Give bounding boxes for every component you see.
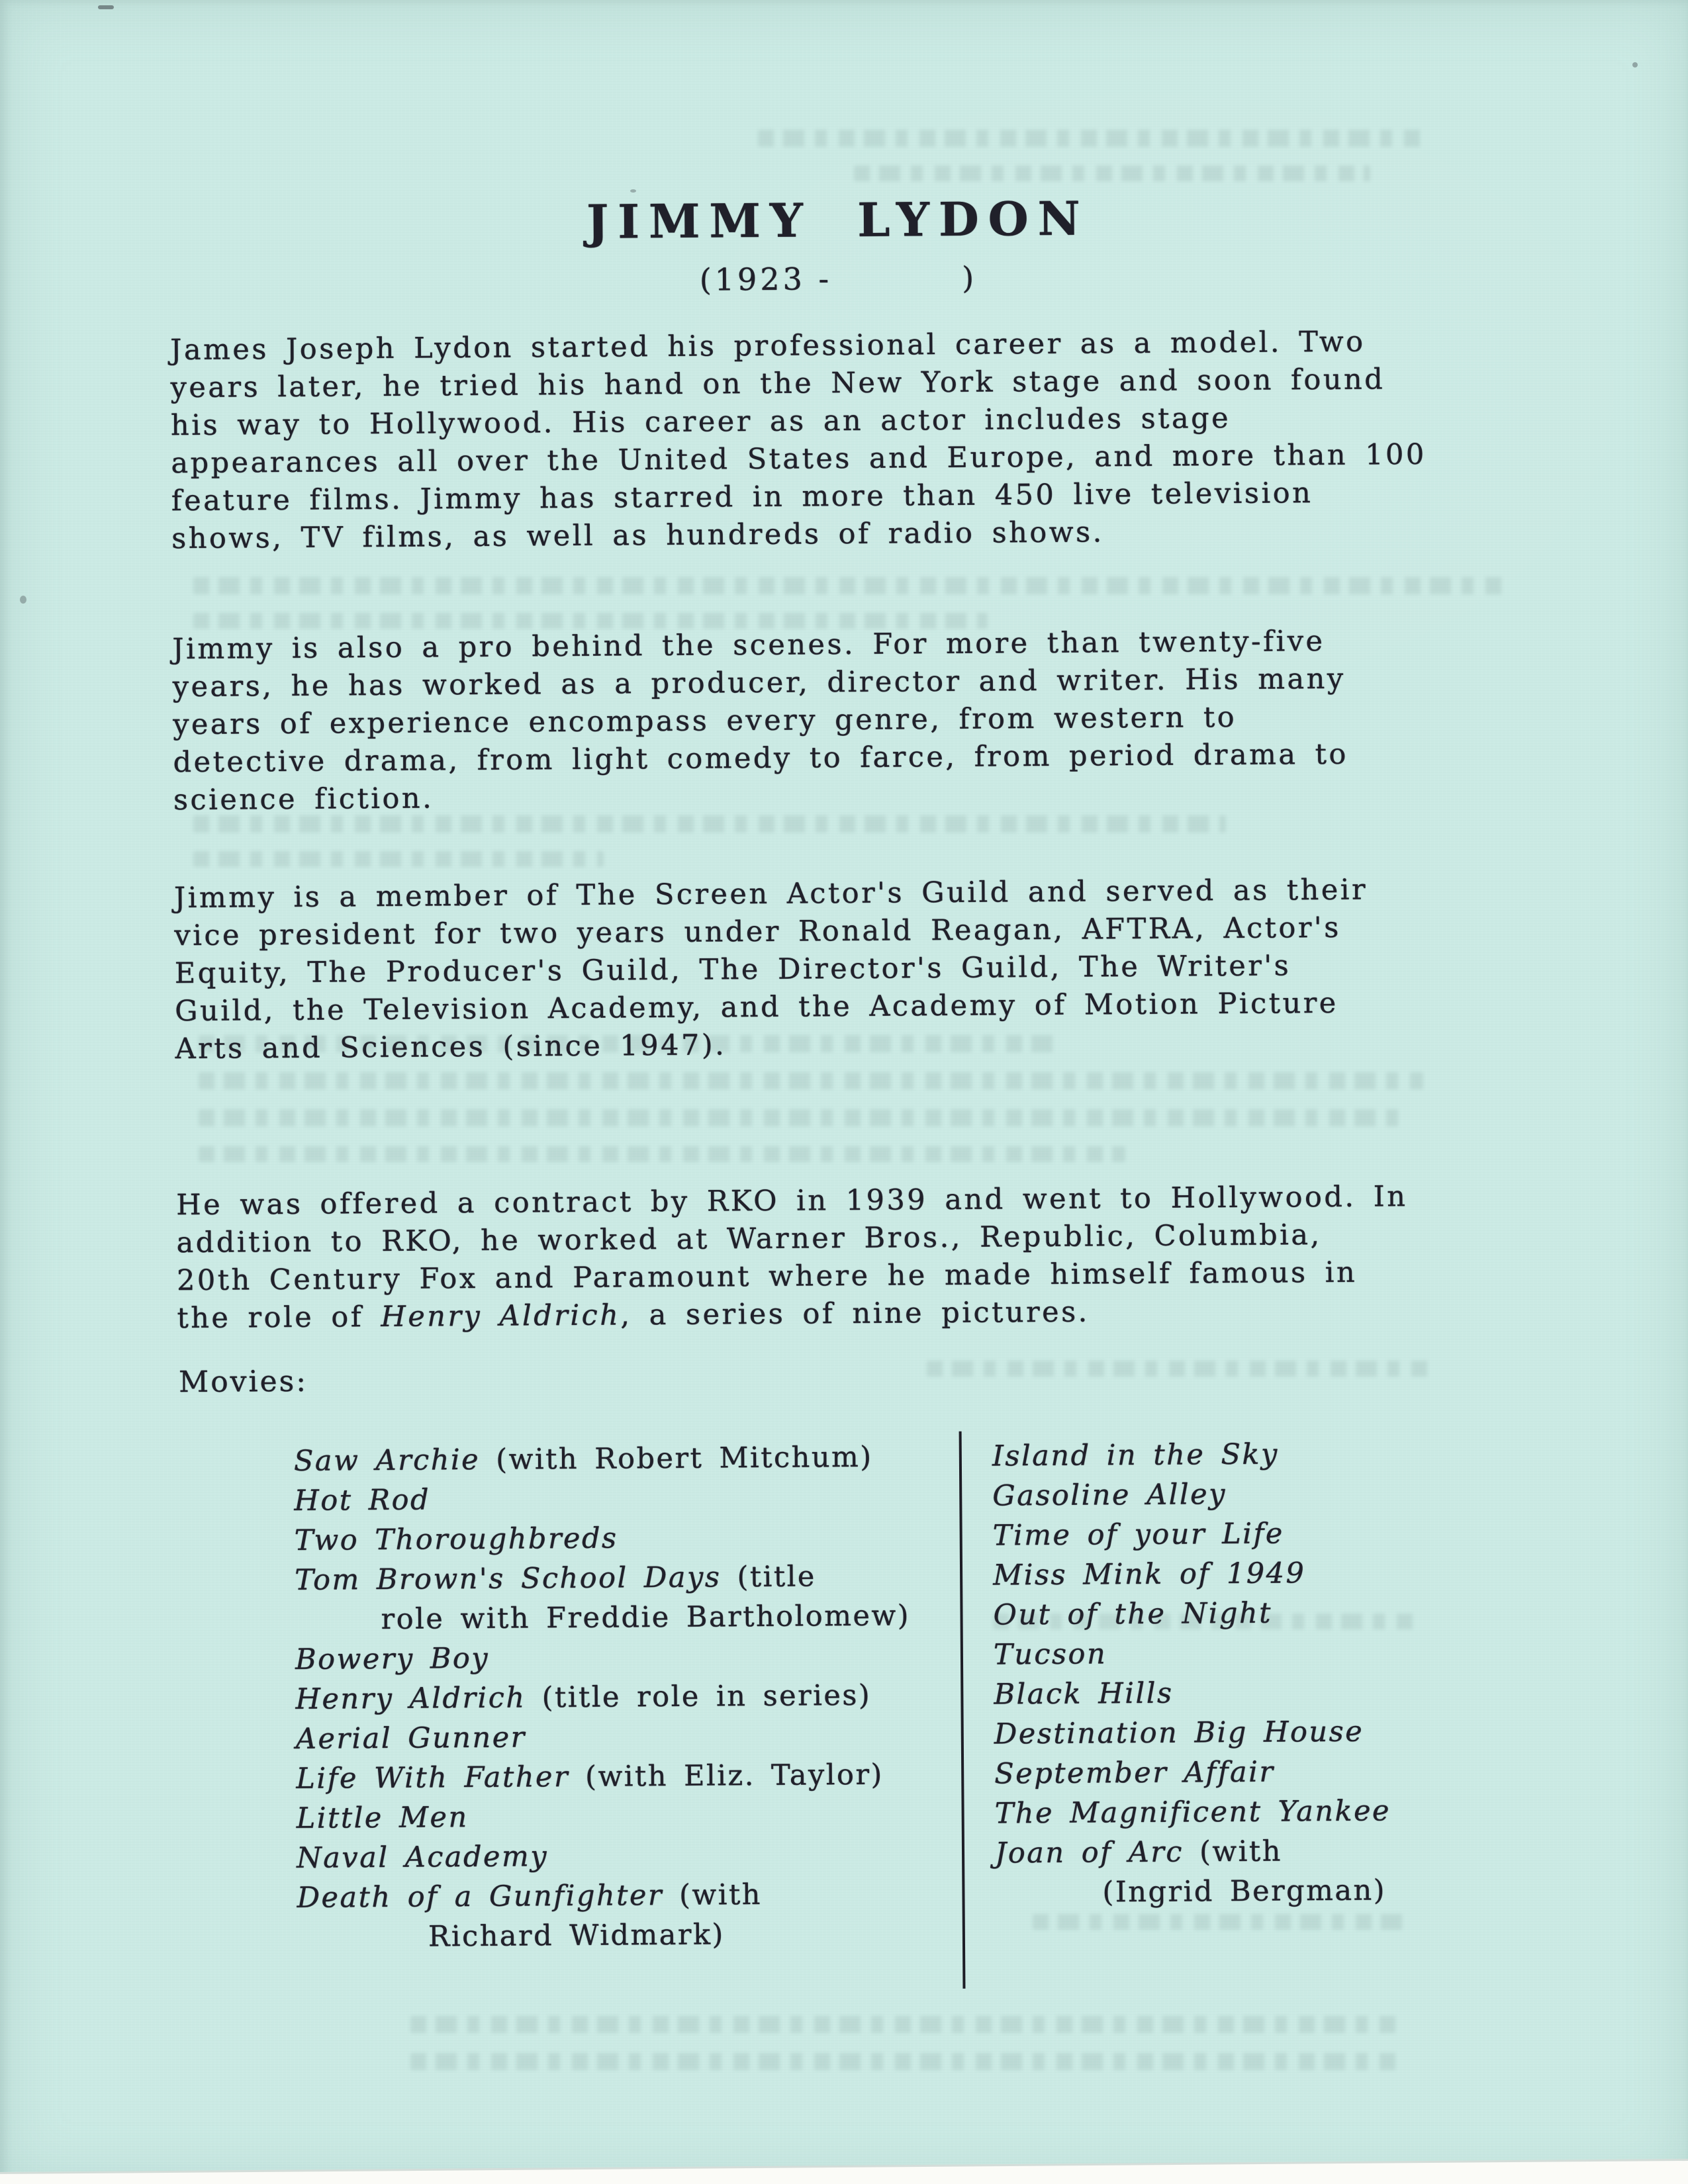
movie-title: Hot Rod bbox=[294, 1483, 431, 1518]
page-title: JIMMY LYDON bbox=[586, 191, 1090, 250]
movie-item bbox=[296, 1754, 961, 1799]
bio-paragraph-4 bbox=[176, 1178, 1409, 1338]
movie-item bbox=[296, 1794, 961, 1839]
movie-item bbox=[993, 1553, 1389, 1595]
movie-note: (with Eliz. Taylor) bbox=[569, 1758, 884, 1794]
movie-item bbox=[993, 1592, 1389, 1635]
movie-item bbox=[994, 1672, 1390, 1714]
movie-item bbox=[994, 1791, 1391, 1833]
movie-item bbox=[994, 1751, 1391, 1794]
movies-column-right bbox=[962, 1433, 1391, 1913]
text-line: 20th Century Fox and Paramount where he made himself famous in bbox=[176, 1255, 1358, 1298]
movie-item bbox=[297, 1834, 962, 1878]
movie-title: Destination Big House bbox=[994, 1715, 1364, 1751]
movie-title: Out of the Night bbox=[993, 1596, 1273, 1632]
movie-item bbox=[992, 1473, 1389, 1516]
text-line: Arts and Sciences (since 1947). bbox=[175, 1028, 727, 1066]
text-line: He was offered a contract by RKO in 1939 and went to Hollywood. In bbox=[175, 1180, 1408, 1222]
movie-title: Gasoline Alley bbox=[992, 1477, 1227, 1513]
text-line: vice president for two years under Ronald Reagan, AFTRA, Actor's bbox=[174, 911, 1341, 953]
text-line bbox=[177, 1291, 1409, 1338]
movie-title: Little Men bbox=[296, 1800, 469, 1835]
text-run: the role of bbox=[177, 1300, 381, 1336]
movies-section-label: Movies: bbox=[178, 1364, 308, 1400]
movie-title: Naval Academy bbox=[296, 1840, 549, 1875]
movies-table bbox=[294, 1433, 1392, 1993]
movie-note: role with Freddie Bartholomew) bbox=[381, 1599, 911, 1636]
movie-item bbox=[295, 1635, 961, 1680]
text-line: years of experience encompass every genre, from western to bbox=[172, 700, 1237, 742]
text-line: his way to Hollywood. His career as an actor includes stage bbox=[170, 401, 1231, 443]
text-line: detective drama, from light comedy to farce, from period drama to bbox=[173, 737, 1348, 780]
movie-title: Island in the Sky bbox=[992, 1437, 1279, 1473]
movie-title: September Affair bbox=[994, 1755, 1275, 1791]
movie-item bbox=[994, 1711, 1391, 1754]
text-line: Jimmy is also a pro behind the scenes. For more than twenty-five bbox=[172, 624, 1325, 666]
italic-film-title: Henry Aldrich bbox=[381, 1298, 621, 1334]
movie-note: (title role in series) bbox=[526, 1678, 872, 1715]
text-line: science fiction. bbox=[173, 782, 434, 817]
text-line: addition to RKO, he worked at Warner Bros., Republic, Columbia, bbox=[176, 1218, 1322, 1260]
movies-column-left bbox=[294, 1437, 962, 1958]
text-line: Jimmy is a member of The Screen Actor's Guild and served as their bbox=[173, 873, 1368, 915]
movie-note: (with bbox=[663, 1878, 763, 1912]
movie-item bbox=[995, 1831, 1391, 1873]
movie-item bbox=[295, 1516, 960, 1561]
bio-paragraph-3 bbox=[174, 871, 1369, 1068]
movie-title: Joan of Arc bbox=[994, 1835, 1184, 1870]
movie-item bbox=[296, 1715, 961, 1759]
movie-item bbox=[294, 1437, 959, 1481]
movie-item bbox=[297, 1874, 962, 1918]
movie-title: Black Hills bbox=[994, 1676, 1174, 1711]
movie-item bbox=[295, 1675, 961, 1719]
text-line: James Joseph Lydon started his professional career as a model. Two bbox=[169, 325, 1366, 367]
movie-title: The Magnificent Yankee bbox=[994, 1794, 1391, 1831]
text-line: feature films. Jimmy has starred in more than 450 live television bbox=[171, 477, 1313, 518]
text-line: Equity, The Producer's Guild, The Director's Guild, The Writer's bbox=[174, 949, 1291, 991]
movie-title: Henry Aldrich bbox=[295, 1681, 526, 1716]
movie-item bbox=[295, 1556, 960, 1600]
movie-item-continuation bbox=[295, 1596, 960, 1640]
movie-item bbox=[992, 1513, 1389, 1555]
movie-title: Miss Mink of 1949 bbox=[992, 1557, 1306, 1592]
bio-paragraph-1 bbox=[170, 323, 1427, 558]
movie-note: (with bbox=[1183, 1835, 1282, 1869]
movie-title: Saw Archie bbox=[293, 1443, 481, 1478]
text-run: , a series of nine pictures. bbox=[620, 1295, 1090, 1332]
page-years: (1923 - ) bbox=[699, 259, 978, 298]
text-line: years, he has worked as a producer, director and writer. His many bbox=[172, 662, 1346, 704]
movie-note: (Ingrid Bergman) bbox=[1102, 1874, 1387, 1909]
movie-title: Bowery Boy bbox=[295, 1641, 490, 1676]
movie-item bbox=[294, 1477, 959, 1521]
movie-note: (title bbox=[721, 1560, 816, 1594]
movie-title: Aerial Gunner bbox=[295, 1721, 526, 1756]
text-line: Guild, the Television Academy, and the Academy of Motion Picture bbox=[174, 986, 1338, 1028]
movie-note: Richard Widmark) bbox=[428, 1918, 725, 1954]
movie-item bbox=[994, 1632, 1390, 1674]
text-line: shows, TV films, as well as hundreds of radio shows. bbox=[171, 516, 1104, 556]
movie-title: Two Thoroughbreds bbox=[294, 1522, 618, 1557]
movie-item-continuation bbox=[995, 1870, 1391, 1913]
movie-title: Tom Brown's School Days bbox=[294, 1561, 722, 1597]
movie-title: Time of your Life bbox=[992, 1517, 1284, 1553]
movie-title: Tucson bbox=[993, 1637, 1107, 1672]
movie-note: (with Robert Mitchum) bbox=[479, 1440, 873, 1477]
movie-item bbox=[992, 1433, 1389, 1476]
text-line: years later, he tried his hand on the New York stage and soon found bbox=[170, 363, 1385, 405]
text-line: appearances all over the United States and Europe, and more than 100 bbox=[171, 437, 1427, 480]
movie-title: Death of a Gunfighter bbox=[297, 1878, 664, 1915]
movie-item-continuation bbox=[297, 1913, 962, 1958]
movie-title: Life With Father bbox=[296, 1760, 570, 1796]
bio-paragraph-2 bbox=[172, 623, 1348, 819]
